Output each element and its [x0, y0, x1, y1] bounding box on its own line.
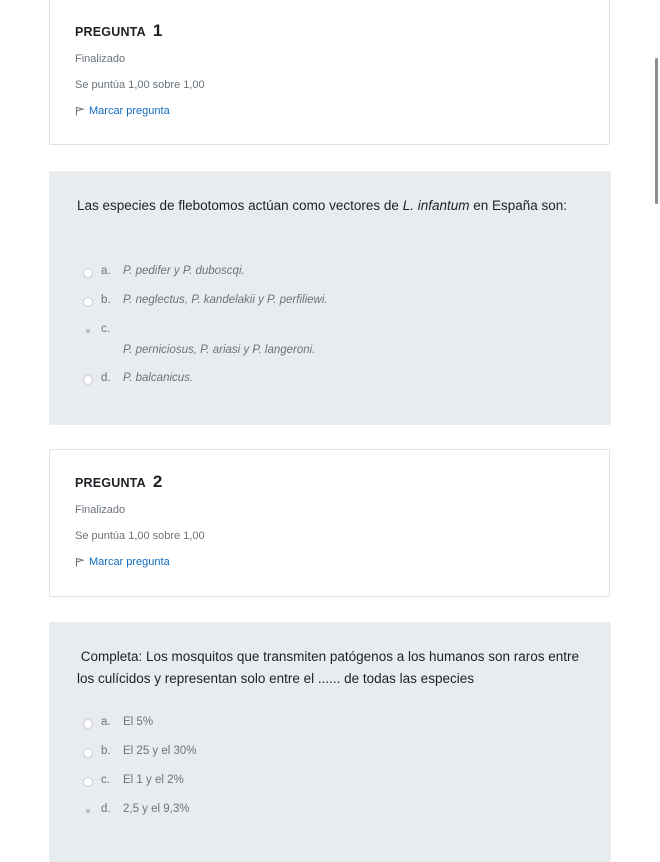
- flag-icon: [75, 557, 85, 567]
- radio-button-icon[interactable]: [83, 375, 93, 385]
- radio-button-icon[interactable]: [83, 777, 93, 787]
- flag-question-label: Marcar pregunta: [89, 105, 170, 117]
- option-text: El 25 y el 30%: [123, 745, 197, 757]
- flag-icon: [75, 106, 85, 116]
- radio-button-icon[interactable]: [83, 719, 93, 729]
- question-grade: Se puntúa 1,00 sobre 1,00: [75, 530, 205, 542]
- option-text: P. perniciosus, P. ariasi y P. langeroni.: [123, 344, 316, 356]
- question-label: PREGUNTA: [75, 25, 146, 39]
- option-text: El 1 y el 2%: [123, 774, 184, 786]
- question-state: Finalizado: [75, 504, 126, 516]
- question-text-species: L. infantum: [402, 198, 470, 213]
- option-text: 2,5 y el 9,3%: [123, 803, 190, 815]
- option-letter: b.: [101, 745, 111, 757]
- radio-button-icon[interactable]: [83, 297, 93, 307]
- scrollbar-thumb[interactable]: [655, 58, 658, 204]
- option-letter: d.: [101, 803, 111, 815]
- question-text-part: en España son:: [469, 198, 568, 213]
- question-2-info: [49, 449, 610, 597]
- question-2-content: [49, 622, 611, 862]
- question-2-title: [75, 472, 162, 492]
- radio-button-icon[interactable]: [83, 748, 93, 758]
- option-letter: d.: [101, 372, 111, 384]
- option-letter: a.: [101, 265, 111, 277]
- question-number: 2: [152, 472, 163, 491]
- question-1-info: [49, 0, 610, 145]
- option-letter: c.: [101, 774, 110, 786]
- question-text-part: Las especies de flebotomos actúan como vectores de: [77, 198, 403, 213]
- option-text: P. balcanicus.: [123, 372, 194, 384]
- question-1-title: [75, 21, 162, 41]
- radio-button-selected-icon[interactable]: [83, 326, 93, 336]
- option-letter: b.: [101, 294, 111, 306]
- question-number: 1: [152, 21, 163, 40]
- option-letter: a.: [101, 716, 111, 728]
- radio-button-selected-icon[interactable]: [83, 806, 93, 816]
- question-label: PREGUNTA: [75, 476, 146, 490]
- question-grade: Se puntúa 1,00 sobre 1,00: [75, 79, 205, 91]
- option-text: P. neglectus, P. kandelakii y P. perfiliewi.: [123, 294, 328, 306]
- question-1-content: [49, 171, 611, 425]
- option-text: P. pedifer y P. duboscqi.: [123, 265, 245, 277]
- question-2-text: Completa: Los mosquitos que transmiten patógenos a los humanos son raros entre los culícidos y representan solo entre el ...... de todas las especies: [77, 649, 583, 686]
- radio-button-icon[interactable]: [83, 268, 93, 278]
- option-text: El 5%: [123, 716, 154, 728]
- option-letter: c.: [101, 323, 110, 335]
- question-1-text: [77, 195, 582, 217]
- flag-question-link[interactable]: [75, 105, 170, 117]
- flag-question-link[interactable]: [75, 556, 170, 568]
- flag-question-label: Marcar pregunta: [89, 556, 170, 568]
- question-state: Finalizado: [75, 53, 126, 65]
